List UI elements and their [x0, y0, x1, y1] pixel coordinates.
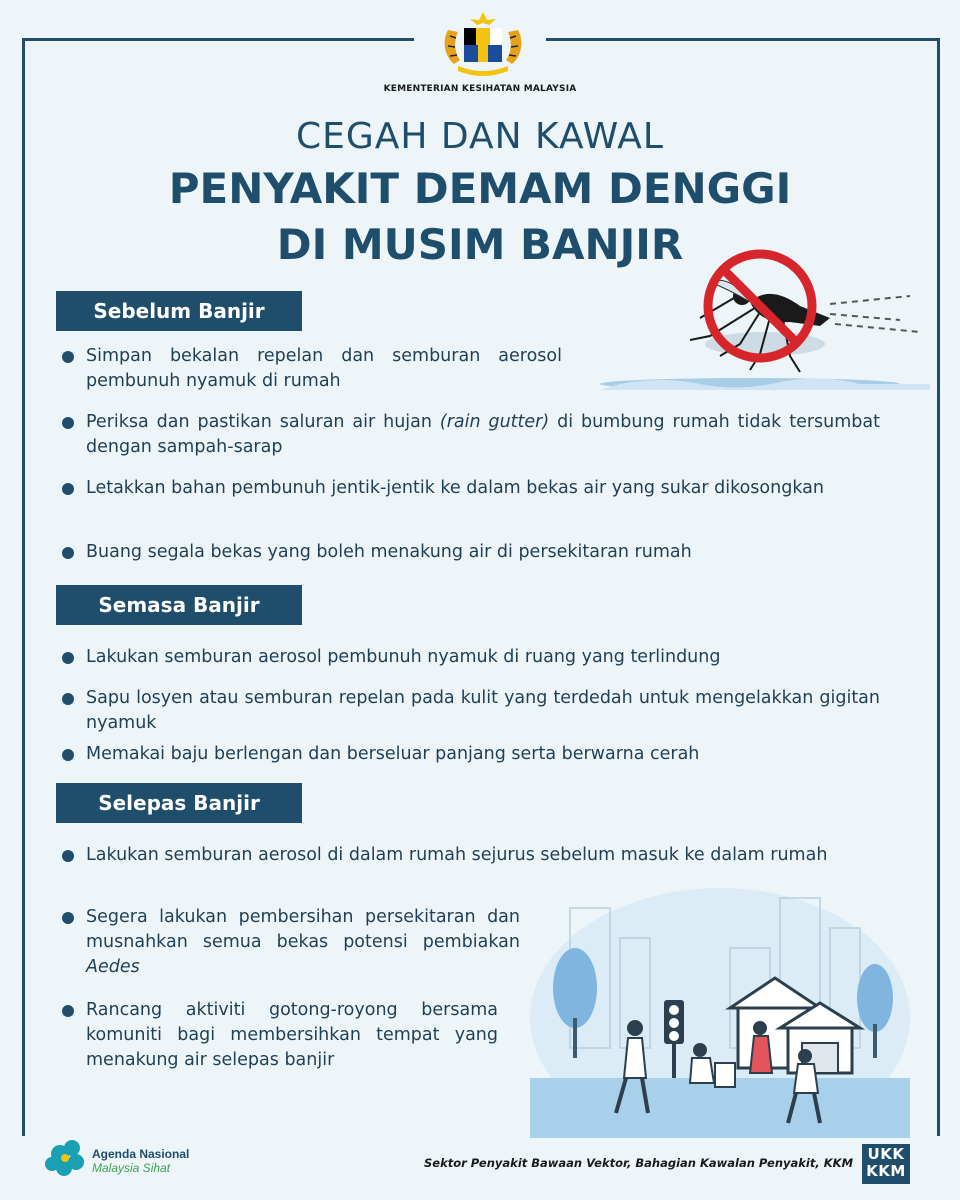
list-item — [62, 686, 880, 736]
frame-top-right — [546, 38, 940, 41]
badge-line-2: KKM — [866, 1162, 906, 1180]
bullet-dot — [62, 850, 74, 862]
list-item-text: Lakukan semburan aerosol di dalam rumah sejurus sebelum masuk ke dalam rumah — [86, 845, 828, 865]
list-item — [62, 645, 880, 670]
list-item-text: Rancang aktiviti gotong-royong bersama komuniti bagi membersihkan tempat yang menakung air selepas banjir — [86, 1000, 498, 1070]
list-item — [62, 905, 520, 980]
list-item-text: Simpan bekalan repelan dan semburan aerosol pembunuh nyamuk di rumah — [86, 346, 562, 391]
malaysia-coat-of-arms-icon — [438, 10, 528, 82]
section-heading-sebelum: Sebelum Banjir — [56, 291, 302, 331]
list-item-text: Periksa dan pastikan saluran air hujan (rain gutter) di bumbung rumah tidak tersumbat dengan sampah-sarap — [86, 412, 880, 457]
section-heading-selepas: Selepas Banjir — [56, 783, 302, 823]
list-item-text: Lakukan semburan aerosol pembunuh nyamuk di ruang yang terlindung — [86, 647, 721, 667]
section-heading-semasa: Semasa Banjir — [56, 585, 302, 625]
bullet-dot — [62, 693, 74, 705]
title-line-3: DI MUSIM BANJIR — [276, 220, 684, 269]
list-item-text: Buang segala bekas yang boleh menakung air di persekitaran rumah — [86, 542, 692, 562]
list-item — [62, 998, 498, 1073]
bullet-dot — [62, 547, 74, 559]
svg-text:Malaysia Sihat: Malaysia Sihat — [92, 1161, 171, 1175]
title-line-2: PENYAKIT DEMAM DENGGI — [168, 164, 792, 213]
list-item-text: Letakkan bahan pembunuh jentik-jentik ke dalam bekas air yang sukar dikosongkan — [86, 478, 824, 498]
bullet-dot — [62, 652, 74, 664]
community-cleanup-illustration — [530, 878, 910, 1138]
list-item-text: Segera lakukan pembersihan persekitaran dan musnahkan semua bekas potensi pembiakan Aedes — [86, 907, 520, 977]
bullet-dot — [62, 351, 74, 363]
ukk-kkm-badge — [862, 1144, 910, 1184]
list-item — [62, 742, 880, 767]
list-item-text: Sapu losyen atau semburan repelan pada kulit yang terdedah untuk mengelakkan gigitan nyamuk — [86, 688, 880, 733]
ministry-name: KEMENTERIAN KESIHATAN MALAYSIA — [383, 84, 577, 94]
list-item — [62, 843, 854, 868]
list-item-text: Memakai baju berlengan dan berseluar panjang serta berwarna cerah — [86, 744, 700, 764]
list-item — [62, 410, 880, 460]
list-item — [62, 476, 880, 501]
bullet-dot — [62, 417, 74, 429]
badge-line-1: UKK — [867, 1145, 905, 1163]
footer-credit: Sektor Penyakit Bawaan Vektor, Bahagian Kawalan Penyakit, KKM — [424, 1156, 854, 1170]
bullet-dot — [62, 1005, 74, 1017]
svg-text:Agenda Nasional: Agenda Nasional — [92, 1147, 190, 1161]
list-item — [62, 540, 880, 565]
bullet-dot — [62, 912, 74, 924]
list-item — [62, 344, 562, 394]
title-line-1: CEGAH DAN KAWAL — [296, 116, 664, 157]
frame-top-left — [22, 38, 414, 41]
bullet-dot — [62, 483, 74, 495]
bullet-dot — [62, 749, 74, 761]
malaysia-sihat-logo — [40, 1134, 210, 1188]
no-mosquito-icon — [600, 244, 930, 394]
